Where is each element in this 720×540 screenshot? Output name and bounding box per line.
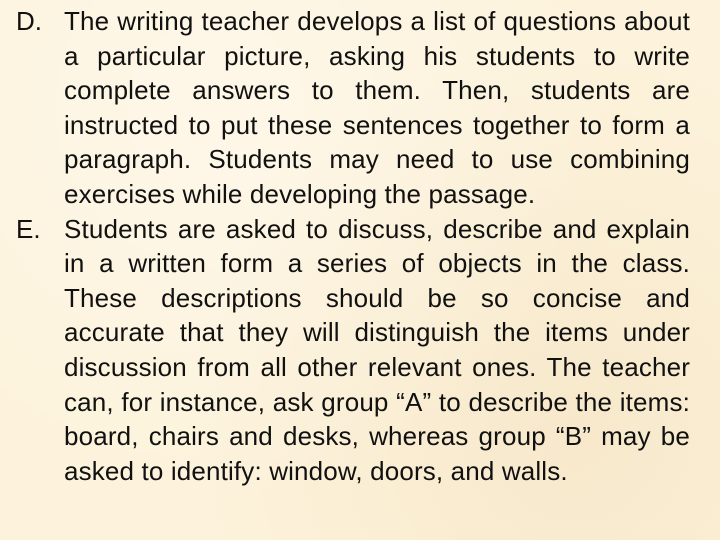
list-item-e <box>16 212 690 489</box>
list-marker-e: E. <box>16 213 41 244</box>
list-text-e: Students are asked to discuss, describe and explain in a written form a series of objects in the class. These descriptions should be so concise and accurate that they will distinguish the items under discussion from all other relevant ones. The teacher can, for instance, ask group “A” to describe the items: board, chairs and desks, whereas group “B” may be asked to identify: window, doors, and walls. <box>64 213 690 486</box>
list-item-d <box>16 4 690 212</box>
list-text-d: The writing teacher develops a list of questions about a particular picture, asking his students to write complete answers to them. Then, students are instructed to put these sentences together to form a paragraph. Students may need to use combining exercises while developing the passage. <box>64 6 690 209</box>
list-marker-d: D. <box>16 6 42 36</box>
lettered-list <box>16 4 690 488</box>
